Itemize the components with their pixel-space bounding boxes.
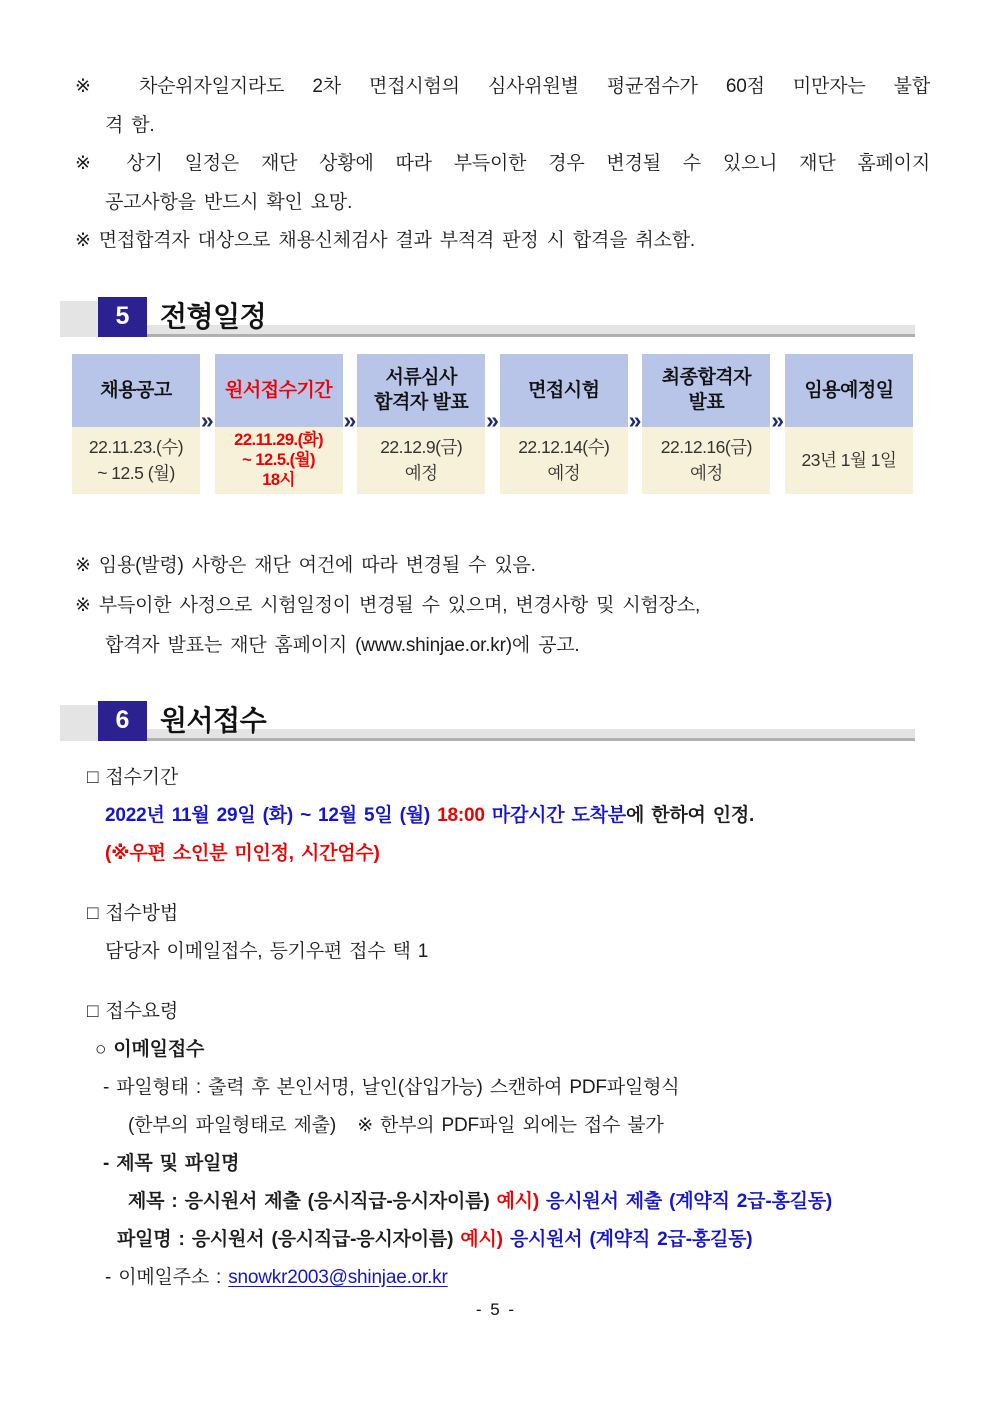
text-segment: 응시원서 제출 (계약직 2급-홍길동) xyxy=(546,1190,833,1212)
application-line: - 파일형태 : 출력 후 본인서명, 날인(삽입가능) 스캔하여 PDF파일형식 xyxy=(103,1076,680,1098)
section-header-schedule xyxy=(60,297,932,337)
text-segment: 제목 : 응시원서 제출 (응시직급-응시자이름) xyxy=(128,1190,497,1212)
text-segment: 응시원서 (계약직 2급-홍길동) xyxy=(509,1228,753,1250)
page-number: - 5 - xyxy=(475,1300,517,1319)
schedule-step-title: 서류심사 합격자 발표 xyxy=(357,354,485,427)
text-segment: 예시) xyxy=(460,1228,510,1250)
blank-line xyxy=(60,971,932,993)
note-line: ※ 부득이한 사정으로 시험일정이 변경될 수 있으며, 변경사항 및 시험장소, xyxy=(75,594,701,616)
top-notes xyxy=(60,68,932,261)
flow-arrow-icon: » xyxy=(486,407,499,433)
application-line xyxy=(60,1183,932,1221)
blank-line xyxy=(60,873,932,895)
section-header-application xyxy=(60,701,932,741)
text-segment: - 이메일주소 : xyxy=(105,1266,229,1288)
note-line: 격 함. xyxy=(105,114,155,136)
schedule-step xyxy=(357,354,485,494)
application-line xyxy=(60,835,932,873)
application-line xyxy=(60,797,932,835)
text-segment: 2022년 11월 29일 (화) ~ 12월 5일 (월) xyxy=(105,804,438,826)
note-line: 공고사항을 반드시 확인 요망. xyxy=(105,191,353,213)
schedule-step-date: 22.12.16(금) 예정 xyxy=(642,427,770,494)
header-left-block xyxy=(60,301,98,337)
note-line: ※ 상기 일정은 재단 상황에 따라 부득이한 경우 변경될 수 있으니 재단 홈페이지 xyxy=(75,153,930,174)
note-line: ※ 임용(발령) 사항은 재단 여건에 따라 변경될 수 있음. xyxy=(75,554,536,576)
application-line: (한부의 파일형태로 제출) ※ 한부의 PDF파일 외에는 접수 불가 xyxy=(128,1114,664,1136)
mid-notes xyxy=(60,546,932,666)
application-content xyxy=(60,759,932,1297)
header-left-block xyxy=(60,705,98,741)
schedule-step-date: 22.11.23.(수) ~ 12.5 (월) xyxy=(72,427,200,494)
schedule-step-title: 최종합격자 발표 xyxy=(642,354,770,427)
application-line: □ 접수요령 xyxy=(87,1000,178,1022)
text-segment: 18:00 xyxy=(437,804,492,826)
application-line xyxy=(60,1259,932,1297)
section-title: 전형일정 xyxy=(160,300,267,332)
section-title: 원서접수 xyxy=(160,704,267,736)
note-line: ※ 면접합격자 대상으로 채용신체검사 결과 부적격 판정 시 합격을 취소함. xyxy=(75,230,695,251)
schedule-step-title: 임용예정일 xyxy=(785,354,913,427)
schedule-step-date: 22.11.29.(화) ~ 12.5.(월) 18시 xyxy=(215,427,343,494)
schedule-step xyxy=(785,354,913,494)
text-segment: 마감시간 도착분 xyxy=(491,804,626,826)
schedule-step xyxy=(72,354,200,494)
schedule-flow xyxy=(72,354,913,494)
text-segment: 예시) xyxy=(496,1190,547,1212)
schedule-step xyxy=(500,354,628,494)
text-segment: (※우편 소인분 미인정, 시간엄수) xyxy=(105,842,380,864)
section-number-badge: 6 xyxy=(98,701,147,741)
schedule-step-title: 채용공고 xyxy=(72,354,200,427)
application-line: □ 접수기간 xyxy=(87,766,178,788)
text-segment: 파일명 : 응시원서 (응시직급-응시자이름) xyxy=(117,1228,461,1250)
application-line xyxy=(60,1221,932,1259)
flow-arrow-icon: » xyxy=(771,407,785,433)
schedule-step-title: 원서접수기간 xyxy=(215,354,343,427)
schedule-step-date: 22.12.14(수) 예정 xyxy=(500,427,628,494)
application-line: - 제목 및 파일명 xyxy=(103,1152,240,1174)
schedule-step xyxy=(642,354,770,494)
flow-arrow-icon: » xyxy=(200,407,214,433)
application-line: 담당자 이메일접수, 등기우편 접수 택 1 xyxy=(105,940,429,962)
schedule-step xyxy=(215,354,343,494)
email-link[interactable]: snowkr2003@shinjae.or.kr xyxy=(228,1266,448,1288)
text-segment: 에 한하여 인정. xyxy=(625,804,755,826)
note-line: ※ 차순위자일지라도 2차 면접시험의 심사위원별 평균점수가 60점 미만자는 불합 xyxy=(75,76,930,97)
application-line: □ 접수방법 xyxy=(87,902,178,924)
application-line: ○ 이메일접수 xyxy=(95,1038,205,1060)
note-line: 합격자 발표는 재단 홈페이지 (www.shinjae.or.kr)에 공고. xyxy=(105,634,580,656)
schedule-step-title: 면접시험 xyxy=(500,354,628,427)
schedule-step-date: 22.12.9(금) 예정 xyxy=(357,427,485,494)
section-number-badge: 5 xyxy=(98,297,147,337)
flow-arrow-icon: » xyxy=(628,407,642,433)
schedule-step-date: 23년 1월 1일 xyxy=(785,427,913,494)
flow-arrow-icon: » xyxy=(343,407,357,433)
